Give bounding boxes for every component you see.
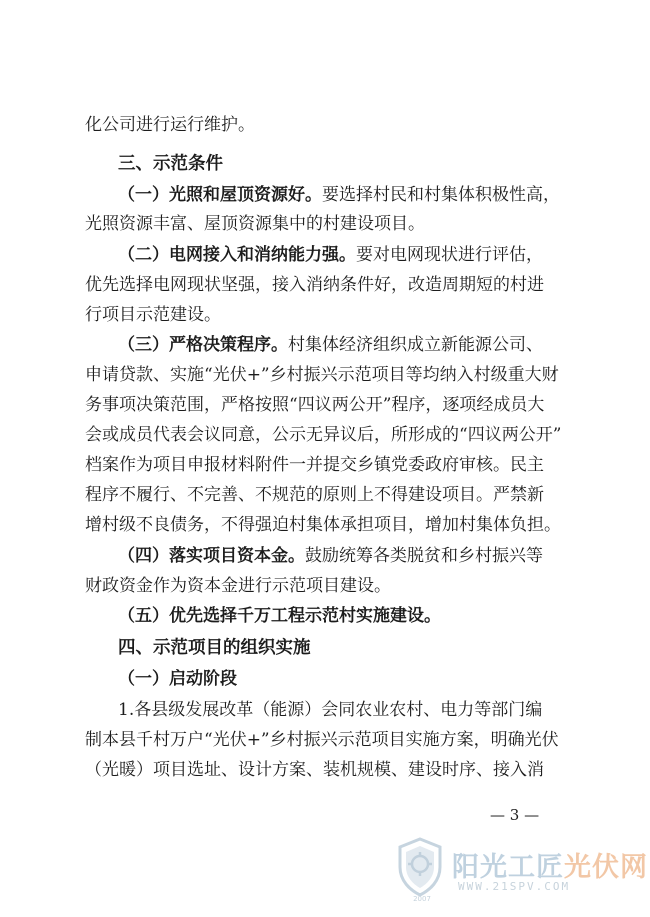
item-lead: （五）优先选择千万工程示范村实施建设。 (118, 606, 441, 626)
watermark-brand-part2: 光伏网 (564, 852, 648, 883)
item-lead: （四）落实项目资本金。 (118, 546, 305, 566)
section-heading: 三、示范条件 (118, 154, 223, 174)
item-lead: （一）光照和屋顶资源好。 (118, 185, 322, 205)
watermark-brand (452, 845, 648, 884)
item-lead: （三）严格决策程序。 (118, 335, 288, 355)
site-watermark (396, 835, 646, 907)
watermark-year: 2007 (413, 895, 431, 903)
paragraph-line: 务事项决策范围，严格按照“四议两公开”程序，逐项经成员大 (85, 395, 545, 415)
paragraph-line: 行项目示范建设。 (85, 305, 221, 325)
paragraph-line: 制本县千村万户“光伏+”乡村振兴示范项目实施方案，明确光伏 (85, 730, 559, 750)
page-number: — 3 — (490, 806, 540, 824)
watermark-url: WWW.21SPV.COM (458, 880, 571, 893)
paragraph-line: （光暖）项目选址、设计方案、装机规模、建设时序、接入消 (85, 760, 544, 780)
paragraph-line: 会或成员代表会议同意，公示无异议后，所形成的“四议两公开” (85, 425, 562, 445)
paragraph-line: 1.各县级发展改革（能源）会同农业农村、电力等部门编 (118, 700, 543, 720)
paragraph-line: 申请贷款、实施“光伏+”乡村振兴示范项目等均纳入村级重大财 (85, 365, 559, 385)
watermark-brand-part1: 阳光工匠 (452, 852, 564, 883)
shield-logo-icon (396, 837, 444, 897)
paragraph-line: 财政资金作为资本金进行示范项目建设。 (85, 576, 391, 596)
paragraph-line: 化公司进行运行维护。 (85, 115, 255, 135)
item-text: 要选择村民和村集体积极性高， (322, 185, 560, 205)
list-item-paragraph (118, 243, 570, 267)
section-heading: 四、示范项目的组织实施 (118, 638, 311, 658)
list-item-paragraph (118, 544, 570, 568)
item-text: 要对电网现状进行评估， (356, 245, 543, 265)
paragraph-line: 程序不履行、不完善、不规范的原则上不得建设项目。严禁新 (85, 485, 544, 505)
list-item-paragraph (118, 667, 570, 691)
item-lead: （一）启动阶段 (118, 669, 237, 689)
paragraph-line: 光照资源丰富、屋顶资源集中的村建设项目。 (85, 214, 425, 234)
paragraph-line: 优先选择电网现状坚强，接入消纳条件好，改造周期短的村进 (85, 275, 544, 295)
paragraph-line: 增村级不良债务，不得强迫村集体承担项目，增加村集体负担。 (85, 515, 561, 535)
paragraph-line: 档案作为项目申报材料附件一并提交乡镇党委政府审核。民主 (85, 455, 544, 475)
item-text: 鼓励统筹各类脱贫和乡村振兴等 (305, 546, 543, 566)
list-item-paragraph (118, 333, 570, 357)
item-lead: （二）电网接入和消纳能力强。 (118, 245, 356, 265)
list-item-paragraph (118, 604, 570, 628)
list-item-paragraph (118, 183, 570, 207)
item-text: 村集体经济组织成立新能源公司、 (288, 335, 543, 355)
